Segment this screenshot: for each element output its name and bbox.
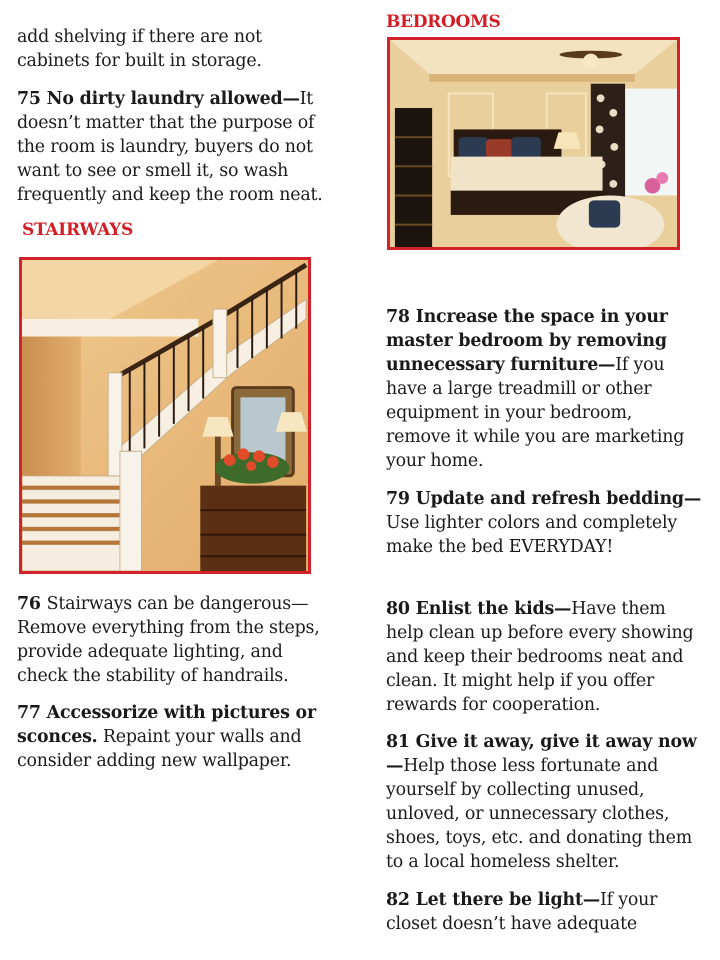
tip-75 [17, 87, 337, 207]
intro-text: add shelving if there are not cabinets for built in storage. [17, 27, 262, 71]
tip-80 [386, 597, 708, 717]
bedroom-photo [387, 37, 680, 250]
tip-81-title: 81 Give it away, give it away now— [386, 732, 697, 776]
tip-75-body: It doesn’t matter that the purpose of the room is laundry, buyers do not want to see or smell it, so wash frequently and keep the room neat. [17, 89, 323, 205]
bedroom-illustration [390, 40, 677, 247]
stairways-heading: STAIRWAYS [22, 220, 133, 240]
stairway-photo [19, 257, 311, 574]
tip-80-title: 80 Enlist the kids— [386, 599, 572, 619]
tip-77 [17, 701, 337, 773]
tip-78 [386, 305, 696, 473]
tip-79-body: Use lighter colors and completely make the bed EVERYDAY! [386, 513, 677, 557]
tip-76 [17, 592, 337, 688]
tip-78-title: 78 Increase the space in your master bedroom by removing unnecessary furniture— [386, 307, 668, 375]
tip-77-title: 77 Accessorize with pictures or sconces. [17, 703, 316, 747]
tip-76-title: 76 [17, 594, 47, 614]
stairway-illustration [22, 260, 308, 571]
tip-79-title: 79 Update and refresh bedding— [386, 489, 702, 509]
tip-81-body: Help those less fortunate and yourself by collecting unused, unloved, or unnecessary clothes, shoes, toys, etc. and donating them to a local homeless shelter. [386, 756, 692, 872]
bedrooms-heading: BEDROOMS [386, 12, 501, 32]
tip-82-body: If your closet doesn’t have adequate [386, 890, 658, 934]
tip-78-body: If you have a large treadmill or other equipment in your bedroom, remove it while you are marketing your home. [386, 355, 685, 471]
intro-paragraph [17, 25, 317, 73]
tip-76-body: Stairways can be dangerous— Remove everything from the steps, provide adequate lighting, and check the stability of handrails. [17, 594, 320, 686]
tip-77-body: Repaint your walls and consider adding new wallpaper. [17, 727, 302, 771]
tip-80-body: Have them help clean up before every showing and keep their bedrooms neat and clean. It might help if you offer rewards for cooperation. [386, 599, 694, 715]
tip-82-title: 82 Let there be light— [386, 890, 600, 910]
tip-75-title: 75 No dirty laundry allowed— [17, 89, 300, 109]
tip-79 [386, 487, 706, 559]
tip-81 [386, 730, 711, 874]
tip-82 [386, 888, 696, 936]
